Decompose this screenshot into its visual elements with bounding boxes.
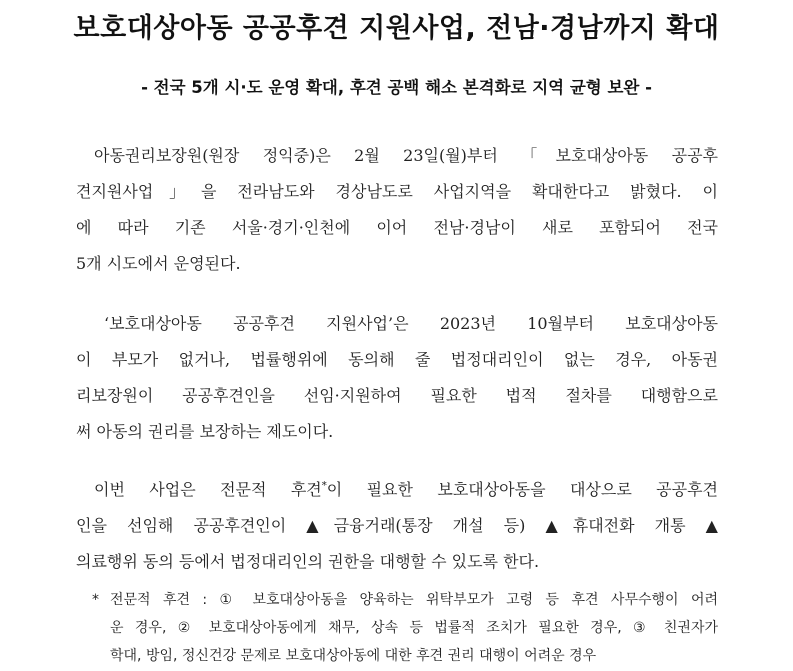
paragraph-line: 에 따라 기존 서울·경기·인천에 이어 전남·경남이 새로 포함되어 전국 bbox=[76, 218, 718, 237]
paragraph-line: 아동권리보장원(원장 정익중)은 2월 23일(월)부터 「보호대상아동 공공후 bbox=[94, 146, 718, 165]
footnote-reference: * bbox=[321, 480, 327, 492]
paragraph-line: 써 아동의 권리를 보장하는 제도이다. bbox=[76, 422, 334, 441]
page-title: 보호대상아동 공공후견 지원사업, 전남·경남까지 확대 bbox=[73, 13, 720, 44]
footnote-marker: * bbox=[92, 592, 99, 608]
page-subtitle: - 전국 5개 시·도 운영 확대, 후견 공백 해소 본격화로 지역 균형 보완 - bbox=[141, 78, 652, 97]
paragraph-line: ‘보호대상아동 공공후견 지원사업’은 2023년 10월부터 보호대상아동 bbox=[104, 314, 718, 333]
paragraph-line: 견지원사업」을 전라남도와 경상남도로 사업지역을 확대한다고 밝혔다. 이 bbox=[76, 182, 718, 201]
paragraph-line: 인을 선임해 공공후견인이 ▲금융거래(통장 개설 등) ▲휴대전화 개통 ▲ bbox=[76, 516, 718, 535]
paragraph-line: 의료행위 동의 등에서 법정대리인의 권한을 대행할 수 있도록 한다. bbox=[76, 552, 540, 571]
paragraph-text: 이번 사업은 전문적 후견 bbox=[94, 480, 322, 499]
paragraph-3 bbox=[76, 472, 718, 580]
paragraph-1 bbox=[76, 138, 718, 282]
paragraph-line: 리보장원이 공공후견인을 선임·지원하여 필요한 법적 절차를 대행함으로 bbox=[76, 386, 718, 405]
paragraph-line: 5개 시도에서 운영된다. bbox=[76, 254, 241, 273]
paragraph-line: 이 부모가 없거나, 법률행위에 동의해 줄 법정대리인이 없는 경우, 아동권 bbox=[76, 350, 718, 369]
footnote-line: 학대, 방임, 정신건강 문제로 보호대상아동에 대한 후견 권리 대행이 어려운 경우 bbox=[110, 648, 597, 664]
footnote-line bbox=[92, 586, 718, 614]
footnote-line: 운 경우, ② 보호대상아동에게 채무, 상속 등 법률적 조치가 필요한 경우, ③ 친권자가 bbox=[110, 620, 718, 636]
paragraph-2 bbox=[76, 306, 718, 450]
paragraph-line bbox=[76, 472, 718, 508]
footnote-text: 전문적 후견 : ① 보호대상아동을 양육하는 위탁부모가 고령 등 후견 사무수행이 어려 bbox=[110, 592, 718, 608]
paragraph-text: 이 필요한 보호대상아동을 대상으로 공공후견 bbox=[326, 480, 718, 499]
footnote bbox=[92, 586, 718, 670]
